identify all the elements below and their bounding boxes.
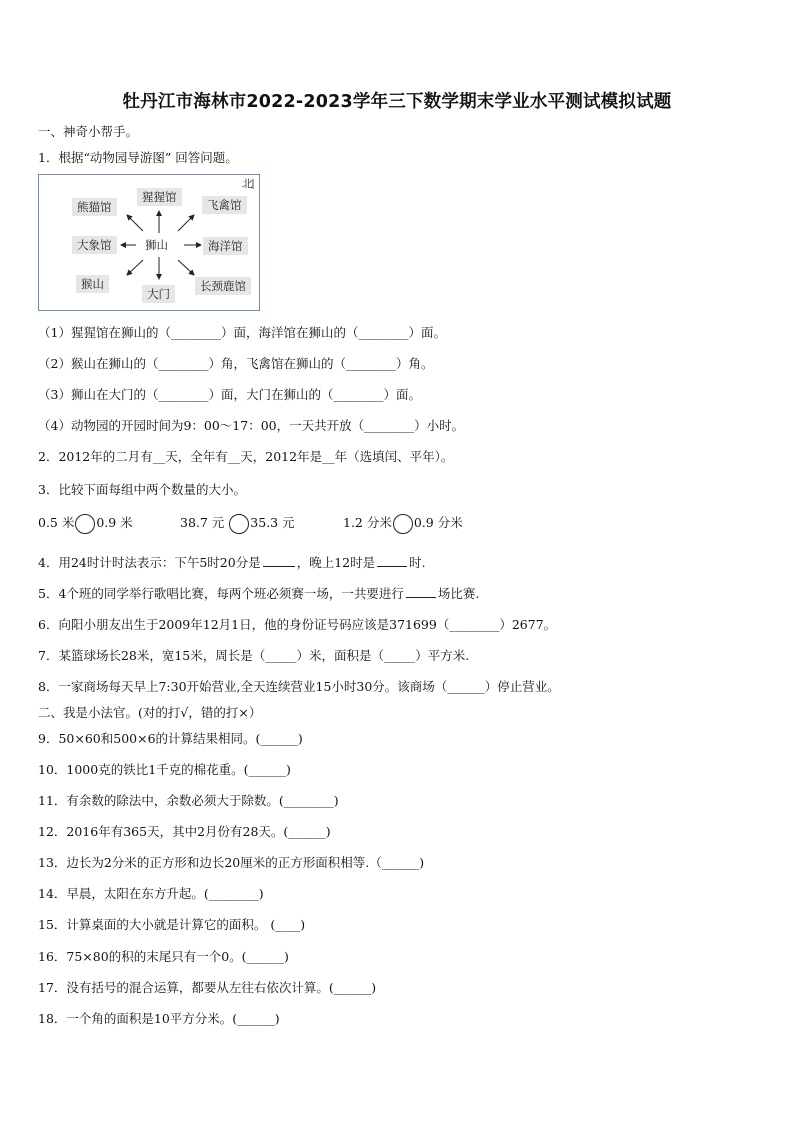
compare-a-left: 0.5 米 (38, 515, 75, 530)
box-gate: 大门 (142, 285, 175, 303)
question-5-part-b: 场比赛. (437, 586, 480, 601)
compare-c (343, 512, 463, 534)
question-11: 11．有余数的除法中，余数必须大于除数。(________) (38, 793, 339, 808)
section-heading-2: 二、我是小法官。(对的打√，错的打×） (38, 705, 262, 720)
question-18: 18．一个角的面积是10平方分米。(______) (38, 1011, 280, 1026)
question-1-3: （3）狮山在大门的（________）面，大门在狮山的（________）面。 (38, 387, 421, 402)
question-5-blank[interactable] (406, 596, 436, 598)
question-1-4: （4）动物园的开园时间为9：00～17：00，一天共开放（________）小时。 (38, 418, 465, 433)
compare-b (180, 512, 295, 534)
question-4-part-c: 时. (409, 555, 426, 570)
compare-a (38, 512, 133, 534)
question-8: 8．一家商场每天早上7:30开始营业,全天连续营业15小时30分。该商场（______）停止营业。 (38, 679, 560, 694)
question-6: 6．向阳小朋友出生于2009年12月1日，他的身份证号码应该是371699（________）2677。 (38, 617, 557, 632)
compare-a-circle[interactable] (75, 514, 95, 534)
compare-c-left: 1.2 分米 (343, 515, 392, 530)
question-2: 2．2012年的二月有__天，全年有__天，2012年是__年（选填闰、平年）。 (38, 449, 454, 464)
box-orangutan: 猩猩馆 (137, 188, 182, 206)
compare-b-circle[interactable] (229, 514, 249, 534)
compare-b-right: 35.3 元 (250, 515, 295, 530)
question-4 (38, 553, 426, 571)
north-label: 北 (242, 178, 253, 190)
arrow-southeast (178, 260, 194, 275)
compare-row (38, 512, 518, 534)
question-15: 15．计算桌面的大小就是计算它的面积。 (____) (38, 917, 306, 932)
question-9: 9．50×60和500×6的计算结果相同。(______) (38, 731, 303, 746)
box-ocean: 海洋馆 (203, 237, 248, 255)
question-4-blank-2[interactable] (377, 565, 407, 567)
box-elephant: 大象馆 (72, 236, 117, 254)
compare-b-left: 38.7 元 (180, 515, 225, 530)
arrow-southwest (127, 260, 143, 275)
question-13: 13．边长为2分米的正方形和边长20厘米的正方形面积相等.（______) (38, 855, 425, 870)
box-giraffe: 长颈鹿馆 (195, 277, 251, 295)
compare-a-right: 0.9 米 (96, 515, 133, 530)
question-5 (38, 584, 479, 602)
question-5-part-a: 5．4个班的同学举行歌唱比赛，每两个班必须赛一场，一共要进行 (38, 586, 404, 601)
question-7: 7．某篮球场长28米，宽15米，周长是（_____）米，面积是（_____）平方米. (38, 648, 470, 663)
question-3: 3．比较下面每组中两个数量的大小。 (38, 482, 246, 497)
question-4-part-a: 4．用24时计时法表示：下午5时20分是 (38, 555, 261, 570)
page-title: 牡丹江市海林市2022-2023学年三下数学期末学业水平测试模拟试题 (122, 92, 672, 112)
box-monkey: 猴山 (76, 275, 109, 293)
question-1-1: （1）猩猩馆在狮山的（________）面，海洋馆在狮山的（________）面。 (38, 325, 446, 340)
question-12: 12．2016年有365天，其中2月份有28天。(______) (38, 824, 331, 839)
compare-c-circle[interactable] (393, 514, 413, 534)
question-4-part-b: ，晚上12时是 (296, 555, 376, 570)
center-lion-hill: 狮山 (145, 238, 168, 252)
arrow-northwest (127, 215, 143, 231)
box-panda: 熊猫馆 (72, 198, 117, 216)
compare-c-right: 0.9 分米 (413, 515, 463, 530)
question-17: 17．没有括号的混合运算，都要从左往右依次计算。(______) (38, 980, 377, 995)
section-heading-1: 一、神奇小帮手。 (38, 124, 139, 139)
arrow-northeast (178, 215, 194, 231)
box-birds: 飞禽馆 (202, 196, 247, 214)
question-10: 10．1000克的铁比1千克的棉花重。(______) (38, 762, 291, 777)
question-1: 1．根据“动物园导游图” 回答问题。 (38, 150, 238, 165)
question-16: 16．75×80的积的末尾只有一个0。(______) (38, 949, 289, 964)
question-14: 14．早晨，太阳在东方升起。(________) (38, 886, 264, 901)
question-4-blank-1[interactable] (263, 565, 295, 567)
zoo-map-diagram (38, 174, 260, 311)
question-1-2: （2）猴山在狮山的（________）角，飞禽馆在狮山的（________）角。 (38, 356, 434, 371)
